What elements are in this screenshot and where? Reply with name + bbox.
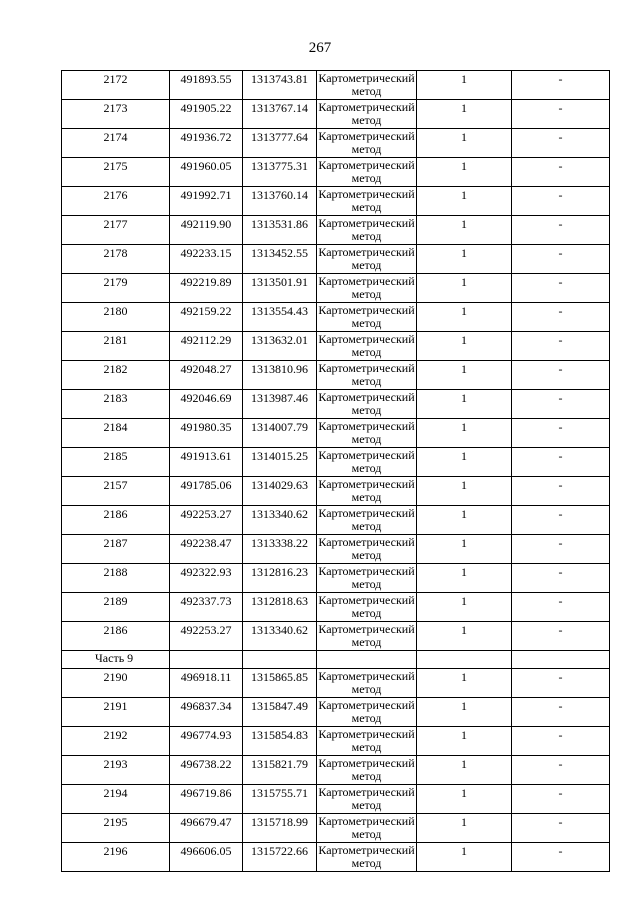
empty-cell xyxy=(170,651,243,669)
point-number-cell: 2176 xyxy=(62,187,170,216)
point-number-cell: 2173 xyxy=(62,100,170,129)
note-cell: - xyxy=(512,216,610,245)
x-coordinate-cell: 491980.35 xyxy=(170,419,243,448)
point-number-cell: 2178 xyxy=(62,245,170,274)
note-cell: - xyxy=(512,727,610,756)
x-coordinate-cell: 491893.55 xyxy=(170,71,243,100)
x-coordinate-cell: 492253.27 xyxy=(170,506,243,535)
note-cell: - xyxy=(512,698,610,727)
method-cell: Картометрический метод xyxy=(318,535,415,562)
y-coordinate-cell: 1315722.66 xyxy=(243,843,317,872)
x-coordinate-cell: 496774.93 xyxy=(170,727,243,756)
x-coordinate-cell: 492119.90 xyxy=(170,216,243,245)
y-coordinate-cell: 1313632.01 xyxy=(243,332,317,361)
point-number-cell: 2180 xyxy=(62,303,170,332)
x-coordinate-cell: 492238.47 xyxy=(170,535,243,564)
method-cell: Картометрический метод xyxy=(318,448,415,475)
method-cell: Картометрический метод xyxy=(318,158,415,185)
method-cell: Картометрический метод xyxy=(318,593,415,620)
note-cell: - xyxy=(512,669,610,698)
y-coordinate-cell: 1313338.22 xyxy=(243,535,317,564)
method-cell: Картометрический метод xyxy=(318,669,415,696)
note-cell: - xyxy=(512,448,610,477)
method-cell: Картометрический метод xyxy=(318,477,415,504)
count-cell: 1 xyxy=(417,419,512,448)
x-coordinate-cell: 496679.47 xyxy=(170,814,243,843)
method-cell: Картометрический метод xyxy=(318,245,415,272)
table-row xyxy=(62,390,610,419)
page-number: 267 xyxy=(308,40,332,56)
table-row xyxy=(62,785,610,814)
note-cell: - xyxy=(512,785,610,814)
table-row xyxy=(62,303,610,332)
method-cell: Картометрический метод xyxy=(318,71,415,98)
y-coordinate-cell: 1313531.86 xyxy=(243,216,317,245)
coordinates-table xyxy=(61,70,610,872)
method-cell: Картометрический метод xyxy=(318,303,415,330)
y-coordinate-cell: 1313810.96 xyxy=(243,361,317,390)
point-number-cell: 2183 xyxy=(62,390,170,419)
point-number-cell: 2194 xyxy=(62,785,170,814)
method-cell: Картометрический метод xyxy=(318,698,415,725)
table-row xyxy=(62,506,610,535)
count-cell: 1 xyxy=(417,477,512,506)
point-number-cell: 2186 xyxy=(62,506,170,535)
count-cell: 1 xyxy=(417,727,512,756)
note-cell: - xyxy=(512,843,610,872)
note-cell: - xyxy=(512,361,610,390)
section-row xyxy=(62,651,610,669)
note-cell: - xyxy=(512,564,610,593)
count-cell: 1 xyxy=(417,390,512,419)
note-cell: - xyxy=(512,245,610,274)
table-row xyxy=(62,158,610,187)
point-number-cell: 2188 xyxy=(62,564,170,593)
x-coordinate-cell: 492233.15 xyxy=(170,245,243,274)
method-cell: Картометрический метод xyxy=(318,843,415,870)
method-cell: Картометрический метод xyxy=(318,100,415,127)
count-cell: 1 xyxy=(417,361,512,390)
coordinates-table-body xyxy=(62,71,610,872)
count-cell: 1 xyxy=(417,785,512,814)
table-row xyxy=(62,274,610,303)
x-coordinate-cell: 491936.72 xyxy=(170,129,243,158)
y-coordinate-cell: 1315821.79 xyxy=(243,756,317,785)
table-row xyxy=(62,593,610,622)
table-row xyxy=(62,332,610,361)
note-cell: - xyxy=(512,593,610,622)
count-cell: 1 xyxy=(417,129,512,158)
note-cell: - xyxy=(512,506,610,535)
x-coordinate-cell: 492322.93 xyxy=(170,564,243,593)
table-row xyxy=(62,245,610,274)
count-cell: 1 xyxy=(417,158,512,187)
count-cell: 1 xyxy=(417,245,512,274)
note-cell: - xyxy=(512,129,610,158)
count-cell: 1 xyxy=(417,187,512,216)
note-cell: - xyxy=(512,100,610,129)
table-row xyxy=(62,843,610,872)
count-cell: 1 xyxy=(417,756,512,785)
count-cell: 1 xyxy=(417,669,512,698)
table-row xyxy=(62,698,610,727)
table-row xyxy=(62,216,610,245)
point-number-cell: 2185 xyxy=(62,448,170,477)
table-row xyxy=(62,669,610,698)
point-number-cell: 2182 xyxy=(62,361,170,390)
table-row xyxy=(62,535,610,564)
empty-cell xyxy=(417,651,512,669)
method-cell: Картометрический метод xyxy=(318,419,415,446)
point-number-cell: 2192 xyxy=(62,727,170,756)
count-cell: 1 xyxy=(417,448,512,477)
y-coordinate-cell: 1315865.85 xyxy=(243,669,317,698)
method-cell: Картометрический метод xyxy=(318,129,415,156)
table-row xyxy=(62,419,610,448)
note-cell: - xyxy=(512,756,610,785)
count-cell: 1 xyxy=(417,622,512,651)
y-coordinate-cell: 1313340.62 xyxy=(243,622,317,651)
count-cell: 1 xyxy=(417,506,512,535)
y-coordinate-cell: 1313760.14 xyxy=(243,187,317,216)
x-coordinate-cell: 492159.22 xyxy=(170,303,243,332)
x-coordinate-cell: 492337.73 xyxy=(170,593,243,622)
method-cell: Картометрический метод xyxy=(318,274,415,301)
method-cell: Картометрический метод xyxy=(318,785,415,812)
note-cell: - xyxy=(512,332,610,361)
method-cell: Картометрический метод xyxy=(318,814,415,841)
method-cell: Картометрический метод xyxy=(318,187,415,214)
empty-cell xyxy=(317,651,417,669)
x-coordinate-cell: 491905.22 xyxy=(170,100,243,129)
table-row xyxy=(62,622,610,651)
count-cell: 1 xyxy=(417,332,512,361)
count-cell: 1 xyxy=(417,100,512,129)
note-cell: - xyxy=(512,71,610,100)
x-coordinate-cell: 491785.06 xyxy=(170,477,243,506)
count-cell: 1 xyxy=(417,843,512,872)
x-coordinate-cell: 491960.05 xyxy=(170,158,243,187)
method-cell: Картометрический метод xyxy=(318,216,415,243)
y-coordinate-cell: 1313340.62 xyxy=(243,506,317,535)
point-number-cell: 2184 xyxy=(62,419,170,448)
y-coordinate-cell: 1313777.64 xyxy=(243,129,317,158)
note-cell: - xyxy=(512,187,610,216)
table-row xyxy=(62,756,610,785)
x-coordinate-cell: 496918.11 xyxy=(170,669,243,698)
method-cell: Картометрический метод xyxy=(318,622,415,649)
y-coordinate-cell: 1314029.63 xyxy=(243,477,317,506)
y-coordinate-cell: 1313775.31 xyxy=(243,158,317,187)
method-cell: Картометрический метод xyxy=(318,506,415,533)
y-coordinate-cell: 1315854.83 xyxy=(243,727,317,756)
x-coordinate-cell: 496738.22 xyxy=(170,756,243,785)
table-row xyxy=(62,71,610,100)
note-cell: - xyxy=(512,274,610,303)
table-row xyxy=(62,361,610,390)
note-cell: - xyxy=(512,477,610,506)
note-cell: - xyxy=(512,535,610,564)
note-cell: - xyxy=(512,419,610,448)
point-number-cell: 2191 xyxy=(62,698,170,727)
point-number-cell: 2196 xyxy=(62,843,170,872)
note-cell: - xyxy=(512,622,610,651)
count-cell: 1 xyxy=(417,593,512,622)
point-number-cell: 2193 xyxy=(62,756,170,785)
count-cell: 1 xyxy=(417,535,512,564)
point-number-cell: 2177 xyxy=(62,216,170,245)
note-cell: - xyxy=(512,158,610,187)
point-number-cell: 2195 xyxy=(62,814,170,843)
point-number-cell: 2187 xyxy=(62,535,170,564)
y-coordinate-cell: 1313452.55 xyxy=(243,245,317,274)
y-coordinate-cell: 1313987.46 xyxy=(243,390,317,419)
y-coordinate-cell: 1312816.23 xyxy=(243,564,317,593)
point-number-cell: 2179 xyxy=(62,274,170,303)
count-cell: 1 xyxy=(417,216,512,245)
point-number-cell: 2189 xyxy=(62,593,170,622)
x-coordinate-cell: 496719.86 xyxy=(170,785,243,814)
count-cell: 1 xyxy=(417,564,512,593)
table-row xyxy=(62,727,610,756)
x-coordinate-cell: 496606.05 xyxy=(170,843,243,872)
method-cell: Картометрический метод xyxy=(318,332,415,359)
y-coordinate-cell: 1314007.79 xyxy=(243,419,317,448)
x-coordinate-cell: 496837.34 xyxy=(170,698,243,727)
table-row xyxy=(62,477,610,506)
method-cell: Картометрический метод xyxy=(318,361,415,388)
table-row xyxy=(62,187,610,216)
point-number-cell: 2181 xyxy=(62,332,170,361)
method-cell: Картометрический метод xyxy=(318,390,415,417)
table-row xyxy=(62,129,610,158)
x-coordinate-cell: 492112.29 xyxy=(170,332,243,361)
count-cell: 1 xyxy=(417,698,512,727)
x-coordinate-cell: 492253.27 xyxy=(170,622,243,651)
y-coordinate-cell: 1314015.25 xyxy=(243,448,317,477)
point-number-cell: 2190 xyxy=(62,669,170,698)
x-coordinate-cell: 492048.27 xyxy=(170,361,243,390)
y-coordinate-cell: 1313501.91 xyxy=(243,274,317,303)
x-coordinate-cell: 491913.61 xyxy=(170,448,243,477)
method-cell: Картометрический метод xyxy=(318,727,415,754)
y-coordinate-cell: 1313767.14 xyxy=(243,100,317,129)
point-number-cell: 2157 xyxy=(62,477,170,506)
y-coordinate-cell: 1312818.63 xyxy=(243,593,317,622)
x-coordinate-cell: 491992.71 xyxy=(170,187,243,216)
count-cell: 1 xyxy=(417,814,512,843)
table-row xyxy=(62,564,610,593)
empty-cell xyxy=(512,651,610,669)
x-coordinate-cell: 492046.69 xyxy=(170,390,243,419)
y-coordinate-cell: 1315718.99 xyxy=(243,814,317,843)
y-coordinate-cell: 1315847.49 xyxy=(243,698,317,727)
note-cell: - xyxy=(512,303,610,332)
method-cell: Картометрический метод xyxy=(318,564,415,591)
y-coordinate-cell: 1313554.43 xyxy=(243,303,317,332)
point-number-cell: 2172 xyxy=(62,71,170,100)
count-cell: 1 xyxy=(417,303,512,332)
table-row xyxy=(62,814,610,843)
note-cell: - xyxy=(512,390,610,419)
method-cell: Картометрический метод xyxy=(318,756,415,783)
count-cell: 1 xyxy=(417,71,512,100)
section-title: Часть 9 xyxy=(62,651,170,669)
count-cell: 1 xyxy=(417,274,512,303)
empty-cell xyxy=(243,651,317,669)
point-number-cell: 2175 xyxy=(62,158,170,187)
x-coordinate-cell: 492219.89 xyxy=(170,274,243,303)
y-coordinate-cell: 1315755.71 xyxy=(243,785,317,814)
table-row xyxy=(62,448,610,477)
note-cell: - xyxy=(512,814,610,843)
y-coordinate-cell: 1313743.81 xyxy=(243,71,317,100)
point-number-cell: 2186 xyxy=(62,622,170,651)
table-row xyxy=(62,100,610,129)
point-number-cell: 2174 xyxy=(62,129,170,158)
